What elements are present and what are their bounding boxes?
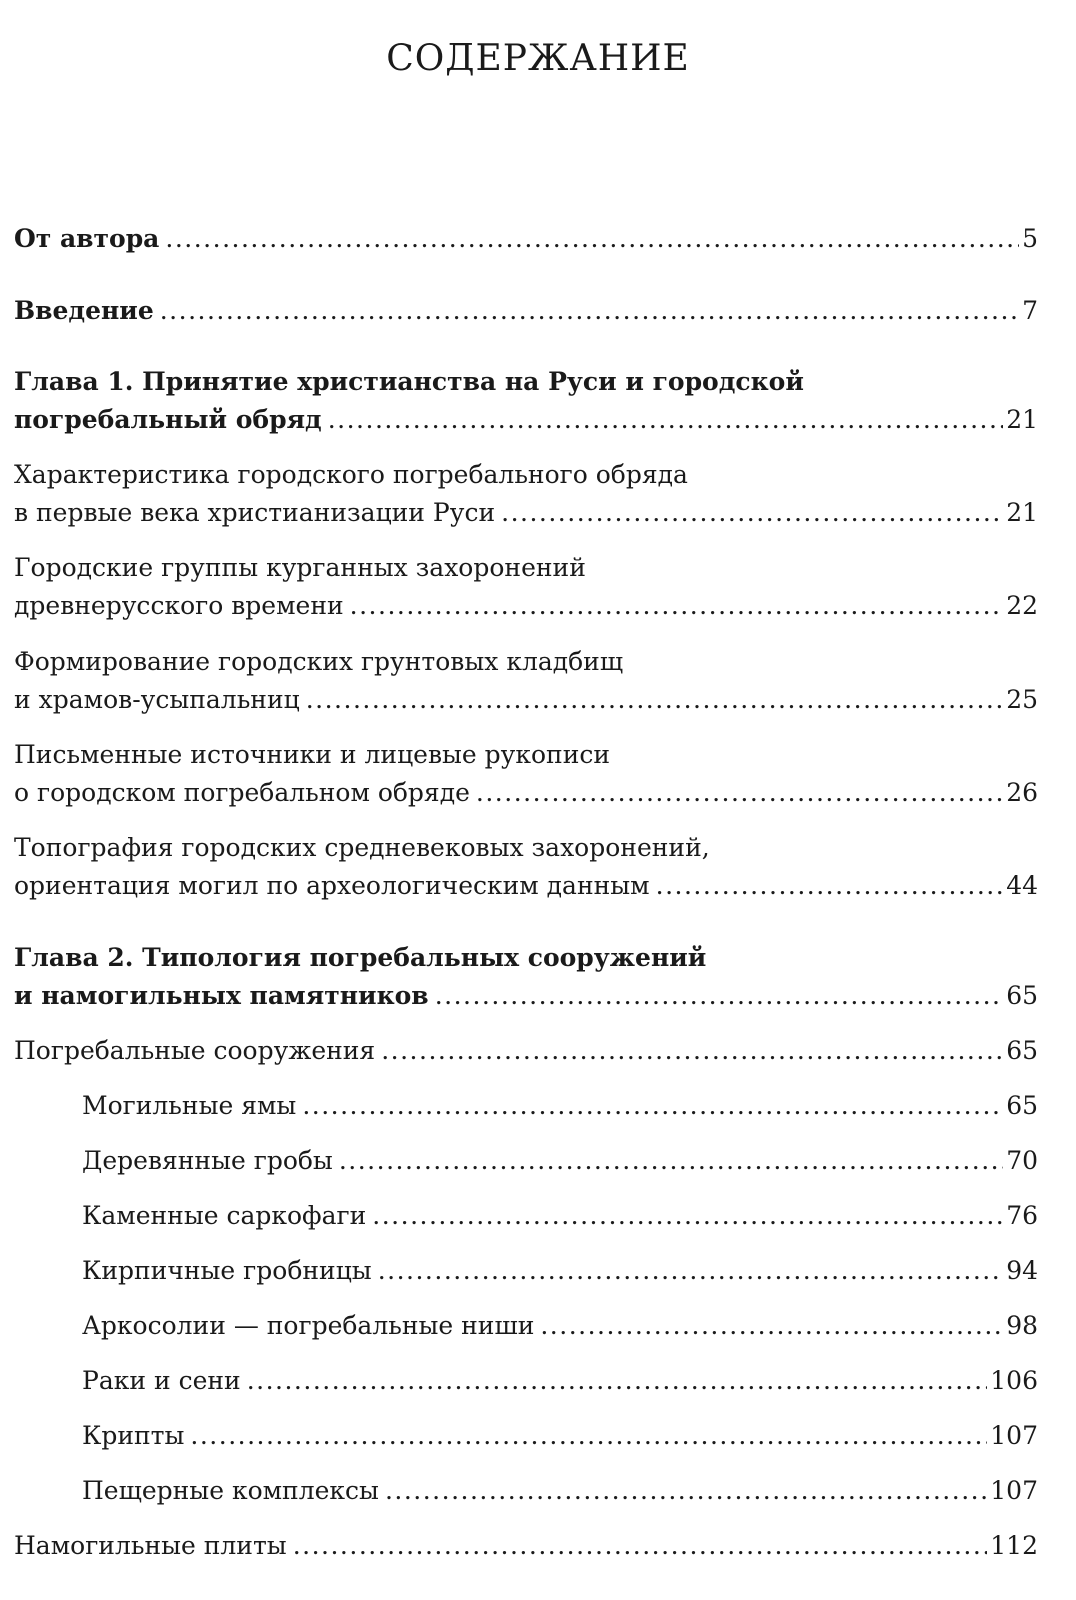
toc-entry-written-sources[interactable] [14,736,1038,812]
toc-row [14,292,1038,330]
toc-row [14,1527,1038,1565]
dot-leader [306,681,1003,719]
toc-page-number: 70 [1006,1146,1038,1175]
toc-entry-title-line1: Характеристика городского погребального обряда [14,460,688,489]
dot-leader [381,1032,1003,1070]
toc-page-number: 65 [1006,1036,1038,1065]
toc-page-number: 25 [1006,685,1038,714]
toc-entry-title: погребальный обряд [14,405,322,434]
toc-entry-burial-structures[interactable] [14,1032,1038,1070]
dot-leader [328,401,1003,439]
toc-entry-title: Раки и сени [82,1366,241,1395]
toc-entry-title: ориентация могил по археологическим данным [14,871,650,900]
toc-row [82,1142,1038,1180]
toc-entry-title: Деревянные гробы [82,1146,333,1175]
toc-entry-cemeteries[interactable] [14,643,1038,719]
toc-row [82,1417,1038,1455]
toc-row [82,1087,1038,1125]
toc-entry-title-line1: Глава 1. Принятие христианства на Руси и городской [14,367,804,396]
dot-leader [190,1417,987,1455]
toc-entry-title: Кирпичные гробницы [82,1256,372,1285]
toc-row [14,220,1038,258]
toc-entry-title: Крипты [82,1421,185,1450]
toc-row [82,1472,1038,1510]
toc-page-number: 5 [1022,224,1038,253]
toc-entry-title: Каменные саркофаги [82,1201,367,1230]
toc-row [14,1032,1038,1070]
dot-leader [435,977,1004,1015]
toc-page-number: 65 [1006,981,1038,1010]
toc-entry-title: Пещерные комплексы [82,1476,379,1505]
toc-entry-cave-complexes[interactable] [82,1472,1038,1510]
toc-page-number: 65 [1006,1091,1038,1120]
toc-row [14,774,1038,812]
dot-leader [339,1142,1003,1180]
toc-entry-title: и намогильных памятников [14,981,429,1010]
toc-entry-wooden-coffins[interactable] [82,1142,1038,1180]
dot-leader [293,1527,988,1565]
toc-row [14,977,1038,1015]
toc-row [82,1252,1038,1290]
toc-row [14,401,1038,439]
toc-entry-crypts[interactable] [82,1417,1038,1455]
page-title: СОДЕРЖАНИЕ [386,38,690,79]
toc-entry-title: в первые века христианизации Руси [14,498,496,527]
toc-entry-title: Введение [14,296,154,325]
toc-entry-title-line1: Письменные источники и лицевые рукописи [14,740,611,769]
dot-leader [540,1307,1003,1345]
toc-page-number: 21 [1006,405,1038,434]
toc-row [14,681,1038,719]
toc-entry-title: Аркосолии — погребальные ниши [82,1311,535,1340]
toc-page-number: 76 [1006,1201,1038,1230]
toc-entry-shrines-canopies[interactable] [82,1362,1038,1400]
toc-page-number: 7 [1022,296,1038,325]
toc-page-number: 98 [1006,1311,1038,1340]
toc-entry-title: древнерусского времени [14,591,344,620]
toc-entry-gravestone-slabs[interactable] [14,1527,1038,1565]
toc-entry-introduction[interactable] [14,292,1038,330]
toc-row [14,587,1038,625]
toc-entry-from-author[interactable] [14,220,1038,258]
toc-entry-topography[interactable] [14,829,1038,905]
dot-leader [165,220,1019,258]
toc-row [14,494,1038,532]
toc-entry-title-line1: Городские группы курганных захоронений [14,553,586,582]
toc-entry-title-line1: Глава 2. Типология погребальных сооружений [14,943,707,972]
toc-page-number: 21 [1006,498,1038,527]
dot-leader [378,1252,1004,1290]
toc-entry-title-line1: Формирование городских грунтовых кладбищ [14,647,624,676]
toc-entry-characteristics[interactable] [14,456,1038,532]
toc-entry-title: Могильные ямы [82,1091,297,1120]
toc-page-number: 22 [1006,591,1038,620]
dot-leader [501,494,1003,532]
toc-entry-title: Намогильные плиты [14,1531,287,1560]
toc-page-number: 107 [990,1421,1038,1450]
toc-entry-arcosolia[interactable] [82,1307,1038,1345]
toc-page-number: 94 [1006,1256,1038,1285]
toc-page-number: 106 [990,1366,1038,1395]
dot-leader [476,774,1003,812]
toc-entry-kurgan-groups[interactable] [14,549,1038,625]
toc-row [82,1307,1038,1345]
toc-page-number: 112 [990,1531,1038,1560]
toc-entry-brick-tombs[interactable] [82,1252,1038,1290]
dot-leader [372,1197,1003,1235]
toc-entry-title: От автора [14,224,160,253]
toc-page-number: 107 [990,1476,1038,1505]
toc-entry-title: и храмов-усыпальниц [14,685,300,714]
toc-page-number: 26 [1006,778,1038,807]
dot-leader [656,867,1004,905]
toc-entry-title: о городском погребальном обряде [14,778,470,807]
toc-entry-grave-pits[interactable] [82,1087,1038,1125]
dot-leader [350,587,1004,625]
toc-entry-title: Погребальные сооружения [14,1036,376,1065]
toc-row [82,1362,1038,1400]
toc-entry-chapter-1[interactable] [14,363,1038,439]
dot-leader [385,1472,987,1510]
toc-row [14,867,1038,905]
dot-leader [247,1362,988,1400]
dot-leader [302,1087,1003,1125]
toc-page-number: 44 [1006,871,1038,900]
toc-entry-stone-sarcophagi[interactable] [82,1197,1038,1235]
toc-entry-title-line1: Топография городских средневековых захоронений, [14,833,710,862]
toc-entry-chapter-2[interactable] [14,939,1038,1015]
toc-row [82,1197,1038,1235]
dot-leader [160,292,1019,330]
